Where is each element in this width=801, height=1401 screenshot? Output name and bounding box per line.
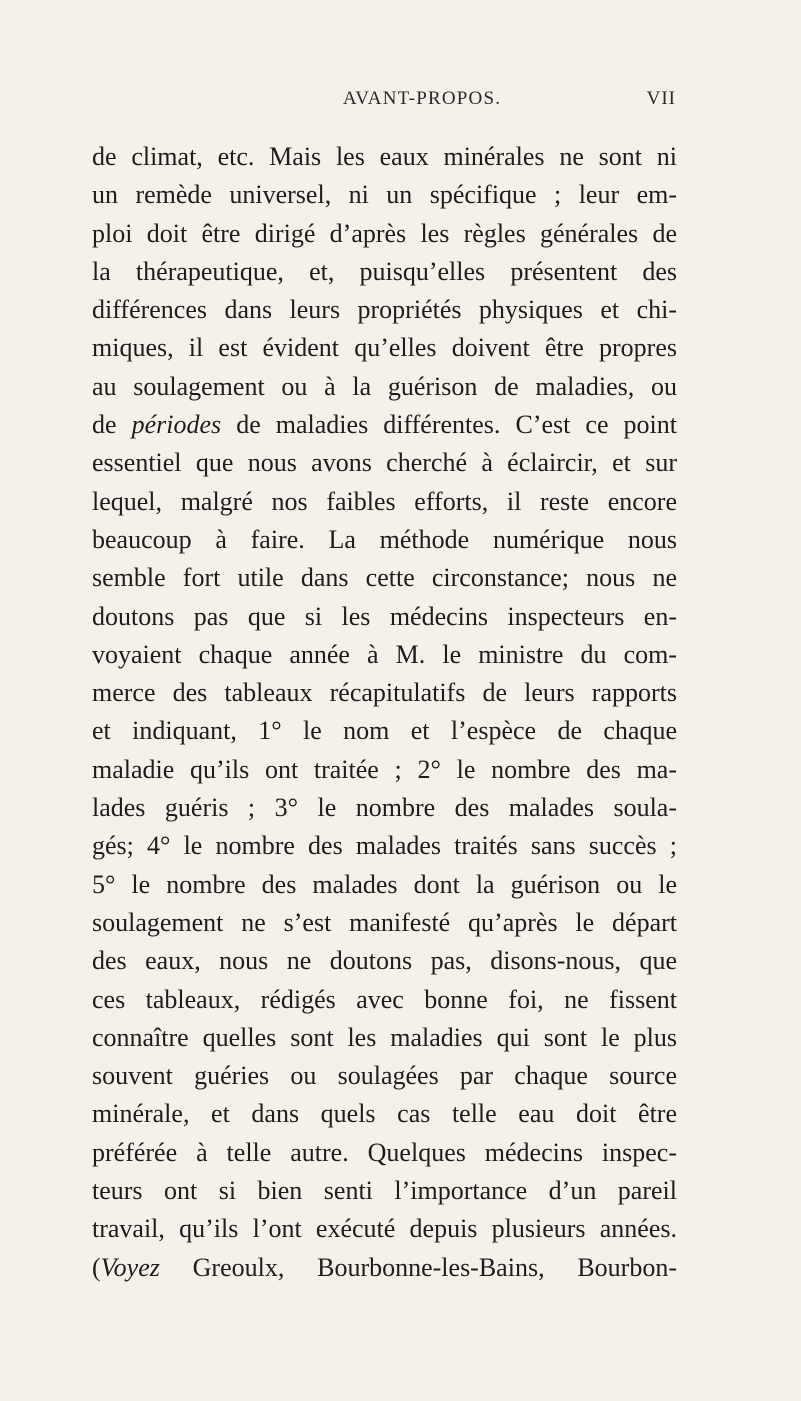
italic-word: périodes — [131, 410, 222, 440]
text-line: semble fort utile dans cette circonstance; nous ne — [92, 563, 677, 593]
text-line: maladie qu’ils ont traitée ; 2° le nombre des ma- — [92, 754, 677, 784]
text-line: lequel, malgré nos faibles efforts, il reste encore — [92, 486, 677, 516]
text-line: ces tableaux, rédigés avec bonne foi, ne fissent — [92, 984, 677, 1014]
italic-word: Voyez — [100, 1252, 160, 1282]
text-line: voyaient chaque année à M. le ministre du com- — [92, 639, 677, 669]
text-segment: de — [92, 410, 132, 440]
running-title: AVANT-PROPOS. — [342, 88, 502, 109]
text-line: teurs ont si bien senti l’importance d’un pareil — [92, 1176, 677, 1206]
text-line: lades guéris ; 3° le nombre des malades soula- — [92, 793, 677, 823]
text-line: soulagement ne s’est manifesté qu’après le départ — [92, 907, 677, 937]
text-line: doutons pas que si les médecins inspecteurs en- — [92, 601, 677, 631]
text-segment: ( — [92, 1252, 101, 1282]
text-line: merce des tableaux récapitulatifs de leurs rapports — [92, 678, 677, 708]
text-line: différences dans leurs propriétés physiques et chi- — [92, 295, 677, 325]
text-line: des eaux, nous ne doutons pas, disons-nous, que — [92, 946, 677, 976]
running-head — [168, 88, 676, 118]
text-line: ploi doit être dirigé d’après les règles générales de — [92, 218, 677, 248]
text-line: préférée à telle autre. Quelques médecins inspec- — [92, 1137, 677, 1167]
text-line: et indiquant, 1° le nom et l’espèce de chaque — [92, 716, 677, 746]
text-line: essentiel que nous avons cherché à éclaircir, et sur — [92, 448, 677, 478]
text-segment: Greoulx, Bourbonne-les-Bains, Bourbon- — [159, 1252, 677, 1282]
text-line: beaucoup à faire. La méthode numérique nous — [92, 524, 677, 554]
text-line: la thérapeutique, et, puisqu’elles présentent des — [92, 256, 677, 286]
text-line: 5° le nombre des malades dont la guérison ou le — [92, 869, 677, 899]
text-line: connaître quelles sont les maladies qui sont le plus — [92, 1022, 677, 1052]
text-line: minérale, et dans quels cas telle eau doit être — [92, 1099, 677, 1129]
text-line: au soulagement ou à la guérison de maladies, ou — [92, 371, 677, 401]
text-line: un remède universel, ni un spécifique ; leur em- — [92, 180, 677, 210]
text-segment: de maladies différentes. C’est ce point — [221, 410, 677, 440]
text-line-with-italic — [92, 1249, 677, 1287]
text-line-with-italic — [92, 406, 677, 444]
text-line: souvent guéries ou soulagées par chaque source — [92, 1061, 677, 1091]
text-line: travail, qu’ils l’ont exécuté depuis plusieurs années. — [92, 1214, 677, 1244]
text-line: de climat, etc. Mais les eaux minérales ne sont ni — [92, 142, 677, 171]
body-paragraph — [92, 138, 677, 1287]
page-number: VII — [646, 88, 676, 109]
text-line: gés; 4° le nombre des malades traités sans succès ; — [92, 831, 677, 861]
text-line: miques, il est évident qu’elles doivent être propres — [92, 333, 677, 363]
